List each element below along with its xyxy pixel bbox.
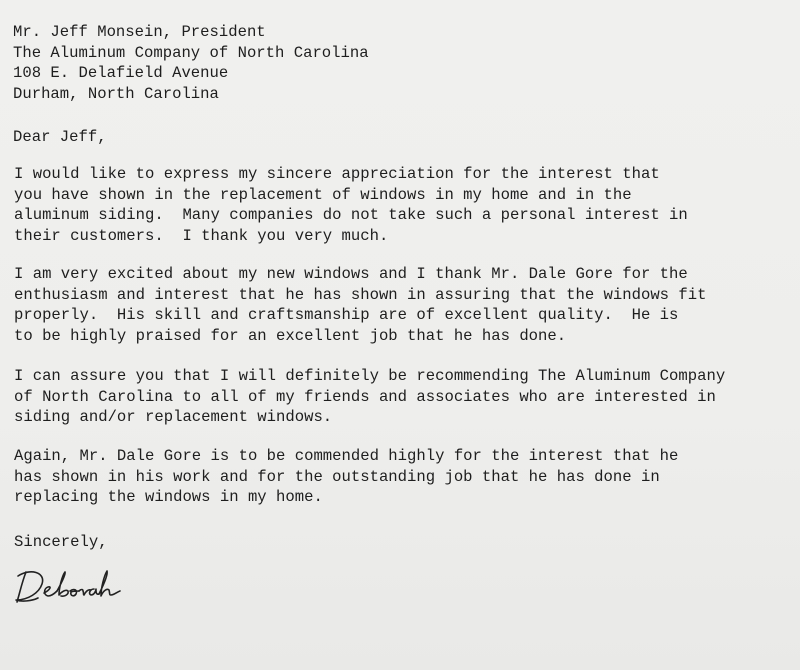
paragraph-line: siding and/or replacement windows. [14,408,333,426]
recipient-city-line: Durham, North Carolina [13,84,219,103]
paragraph-4 [14,446,678,508]
paragraph-line: you have shown in the replacement of windows in my home and in the [14,185,632,204]
paragraph-line: their customers. I thank you very much. [14,226,389,245]
handwritten-signature [12,560,152,610]
paragraph-line: to be highly praised for an excellent job that he has done. [14,326,567,345]
paragraph-line: Again, Mr. Dale Gore is to be commended highly for the interest that he [14,447,679,465]
salutation-text: Dear Jeff, [13,128,107,146]
paragraph-line: I can assure you that I will definitely be recommending The Aluminum Company [14,367,726,385]
paragraph-line: of North Carolina to all of my friends and associates who are interested in [14,387,716,406]
paragraph-line: replacing the windows in my home. [14,488,323,506]
paragraph-1 [14,164,688,246]
paragraph-line: properly. His skill and craftsmanship are of excellent quality. He is [14,306,679,324]
paragraph-3 [14,366,725,428]
closing-text: Sincerely, [14,533,108,551]
closing [14,532,108,553]
paragraph-line: has shown in his work and for the outstanding job that he has done in [14,467,660,486]
recipient-company-line: The Aluminum Company of North Carolina [13,43,369,62]
paragraph-2 [14,264,706,346]
recipient-address [13,22,369,104]
recipient-street-line: 108 E. Delafield Avenue [13,64,229,82]
paragraph-line: I would like to express my sincere appreciation for the interest that [14,165,660,183]
salutation [13,127,107,148]
paragraph-line: aluminum siding. Many companies do not take such a personal interest in [14,206,688,224]
paragraph-line: I am very excited about my new windows and I thank Mr. Dale Gore for the [14,265,688,283]
recipient-name-line: Mr. Jeff Monsein, President [13,23,266,41]
paragraph-line: enthusiasm and interest that he has shown in assuring that the windows fit [14,285,707,304]
